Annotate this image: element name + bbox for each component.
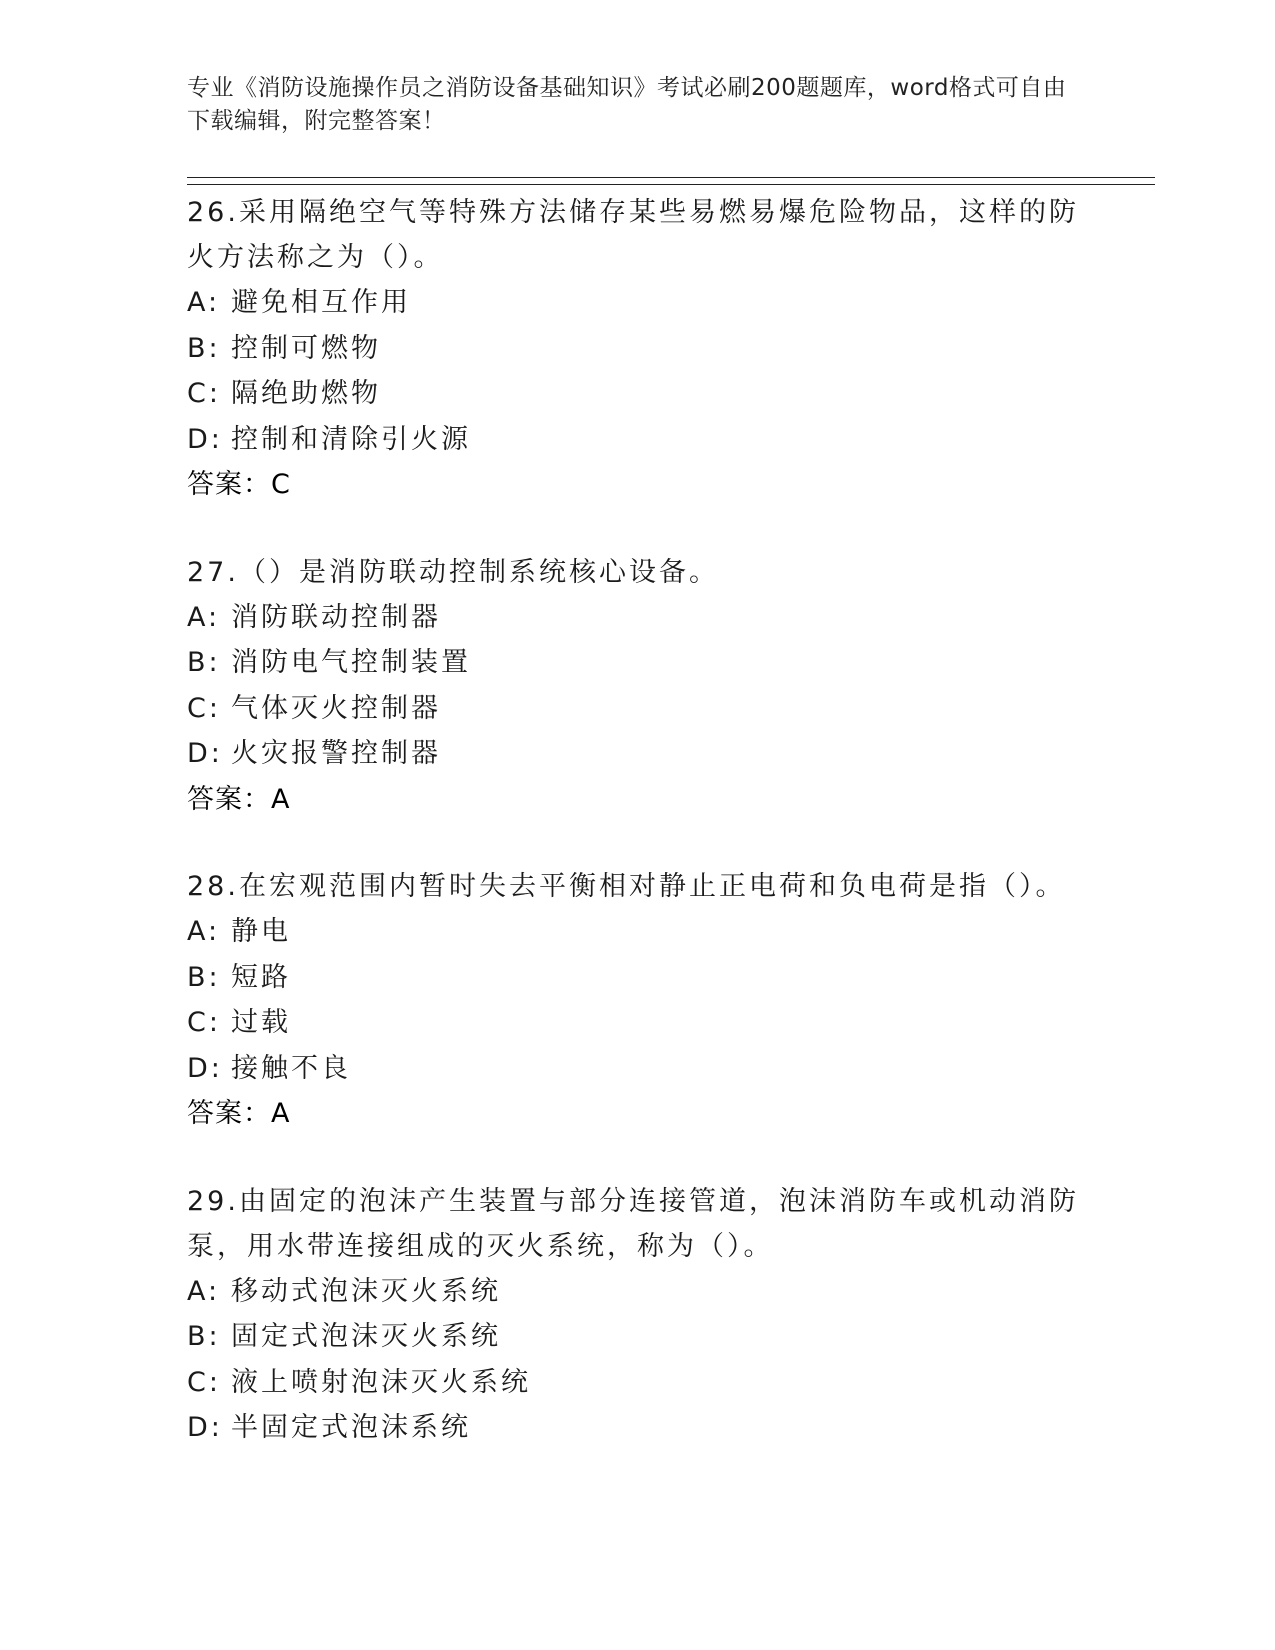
- question-28: [187, 864, 1087, 1137]
- option-b: [187, 1314, 1087, 1360]
- option-b: [187, 326, 1087, 372]
- option-c: [187, 371, 1087, 417]
- option-d: [187, 417, 1087, 463]
- option-c: [187, 1360, 1087, 1406]
- option-c: [187, 686, 1087, 732]
- option-letter: A:: [187, 1275, 221, 1307]
- answer-line: 答案：C: [187, 469, 291, 500]
- option-text: 控制可燃物: [231, 332, 381, 364]
- option-letter: D:: [187, 1412, 223, 1443]
- option-a: [187, 595, 1087, 641]
- option-d: [187, 1405, 1087, 1451]
- option-text: 气体灭火控制器: [231, 692, 441, 724]
- option-text: 火灾报警控制器: [231, 738, 441, 769]
- option-text: 过载: [231, 1007, 291, 1038]
- option-text: 消防电气控制装置: [231, 647, 471, 678]
- option-text: 移动式泡沫灭火系统: [231, 1275, 501, 1307]
- answer-line: 答案：A: [187, 783, 291, 815]
- option-letter: B:: [187, 961, 221, 993]
- option-letter: D:: [187, 738, 223, 769]
- question-stem: 26.采用隔绝空气等特殊方法储存某些易燃易爆危险物品，这样的防火方法称之为（）。: [187, 197, 1079, 273]
- option-b: [187, 640, 1087, 686]
- option-text: 液上喷射泡沫灭火系统: [231, 1366, 531, 1398]
- option-text: 短路: [231, 961, 291, 993]
- option-letter: D:: [187, 423, 223, 455]
- option-a: [187, 1269, 1087, 1315]
- option-letter: C:: [187, 1366, 221, 1398]
- header-divider-top: [187, 177, 1155, 178]
- option-letter: D:: [187, 1052, 223, 1084]
- option-letter: B:: [187, 332, 221, 364]
- document-header-title: 专业《消防设施操作员之消防设备基础知识》考试必刷200题题库，word格式可自由下载编辑，附完整答案！: [187, 75, 1067, 134]
- option-text: 固定式泡沫灭火系统: [231, 1321, 501, 1352]
- answer-line: 答案：A: [187, 1098, 291, 1129]
- question-stem: 27.（）是消防联动控制系统核心设备。: [187, 556, 719, 588]
- question-stem: 29.由固定的泡沫产生装置与部分连接管道，泡沫消防车或机动消防泵，用水带连接组成的灭火系统，称为（）。: [187, 1185, 1079, 1262]
- option-a: [187, 909, 1087, 955]
- option-d: [187, 731, 1087, 777]
- option-letter: A:: [187, 916, 221, 947]
- option-letter: C:: [187, 378, 221, 409]
- question-list: [187, 190, 1087, 1493]
- option-letter: B:: [187, 1321, 221, 1352]
- question-27: [187, 550, 1087, 823]
- question-29: [187, 1179, 1087, 1451]
- option-d: [187, 1046, 1087, 1092]
- option-text: 控制和清除引火源: [231, 423, 471, 455]
- option-c: [187, 1000, 1087, 1046]
- option-text: 半固定式泡沫系统: [231, 1412, 471, 1443]
- option-text: 消防联动控制器: [231, 601, 441, 633]
- question-stem: 28.在宏观范围内暂时失去平衡相对静止正电荷和负电荷是指（）。: [187, 871, 1066, 902]
- option-text: 静电: [231, 916, 291, 947]
- option-a: [187, 280, 1087, 326]
- option-letter: C:: [187, 692, 221, 724]
- option-letter: A:: [187, 287, 221, 318]
- option-letter: A:: [187, 601, 221, 633]
- option-b: [187, 955, 1087, 1001]
- option-text: 避免相互作用: [231, 287, 411, 318]
- option-text: 接触不良: [231, 1052, 351, 1084]
- option-letter: C:: [187, 1007, 221, 1038]
- header-divider-bottom: [187, 184, 1155, 185]
- option-letter: B:: [187, 647, 221, 678]
- question-26: [187, 190, 1087, 508]
- option-text: 隔绝助燃物: [231, 378, 381, 409]
